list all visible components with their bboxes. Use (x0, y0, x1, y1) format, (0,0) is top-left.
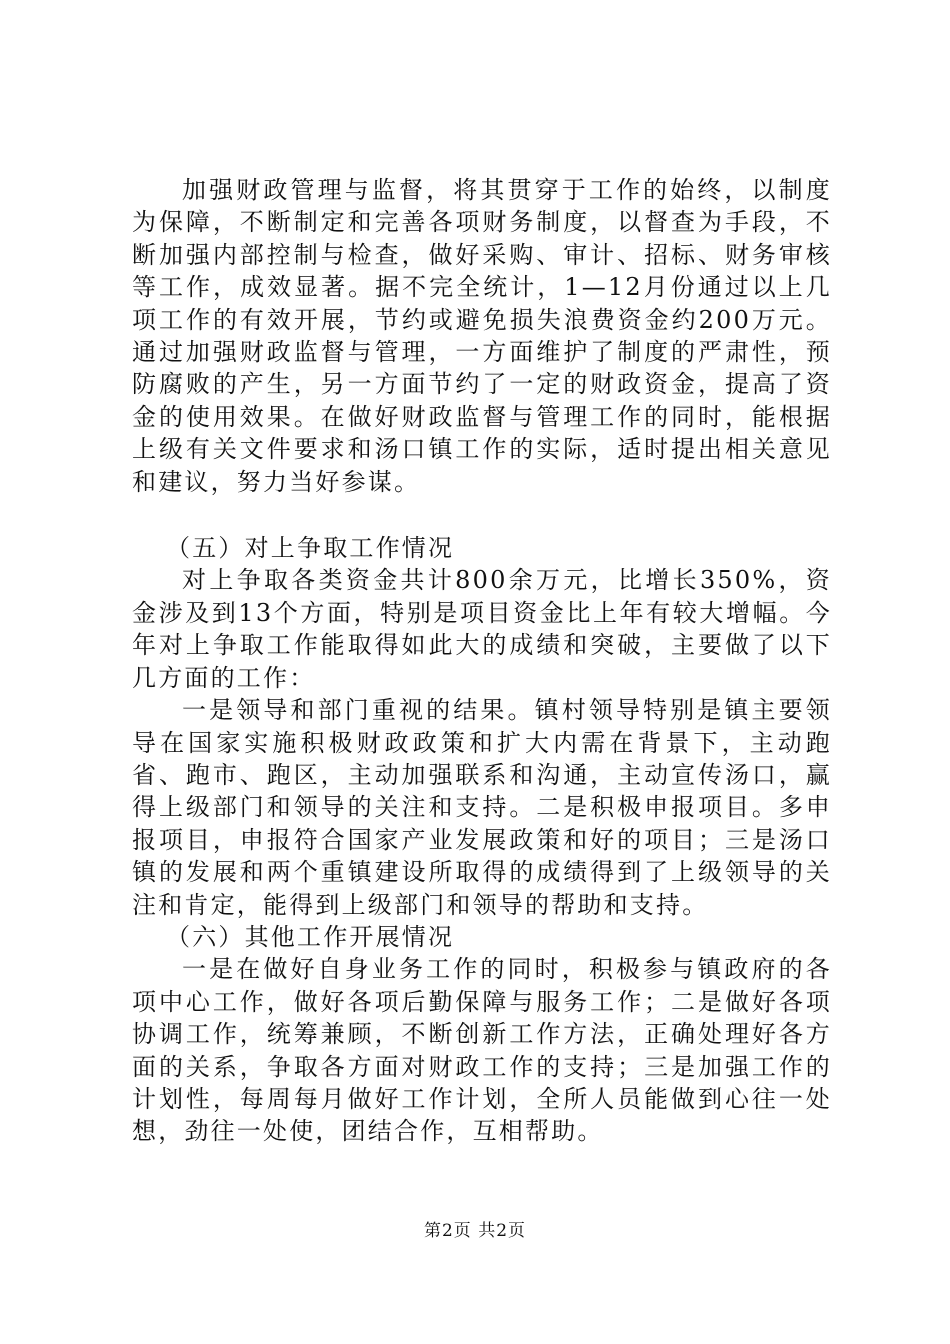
paragraph-funding-reasons: 一是领导和部门重视的结果。镇村领导特别是镇主要领导在国家实施积极财政政策和扩大内需在背景下，主动跑省、跑市、跑区，主动加强联系和沟通，主动宣传汤口，赢得上级部门和领导的关注和支持。二是积极申报项目。多申报项目，申报符合国家产业发展政策和好的项目；三是汤口镇的发展和两个重镇建设所取得的成绩得到了上级领导的关注和肯定，能得到上级部门和领导的帮助和支持。 (132, 696, 832, 919)
page-footer: 第2页 共2页 (423, 1221, 527, 1241)
paragraph-gap (132, 498, 832, 532)
section-heading-5: （五）对上争取工作情况 (166, 534, 455, 563)
paragraph-funding-summary: 对上争取各类资金共计800余万元，比增长350%，资金涉及到13个方面，特别是项目资金比上年有较大增幅。今年对上争取工作能取得如此大的成绩和突破，主要做了以下几方面的工作： (132, 566, 832, 692)
paragraph-financial-supervision: 加强财政管理与监督，将其贯穿于工作的始终，以制度为保障，不断制定和完善各项财务制度，以督查为手段，不断加强内部控制与检查，做好采购、审计、招标、财务审核等工作，成效显著。据不完全统计，1—12月份通过以上几项工作的有效开展，节约或避免损失浪费资金约200万元。通过加强财政监督与管理，一方面维护了制度的严肃性，预防腐败的产生，另一方面节约了一定的财政资金，提高了资金的使用效果。在做好财政监督与管理工作的同时，能根据上级有关文件要求和汤口镇工作的实际，适时提出相关意见和建议，努力当好参谋。 (132, 176, 832, 496)
section-heading-6: （六）其他工作开展情况 (166, 922, 455, 951)
document-body (132, 174, 832, 1148)
paragraph-other-work: 一是在做好自身业务工作的同时，积极参与镇政府的各项中心工作，做好各项后勤保障与服务工作；二是做好各项协调工作，统筹兼顾，不断创新工作方法，正确处理好各方面的关系，争取各方面对财政工作的支持；三是加强工作的计划性，每周每月做好工作计划，全所人员能做到心往一处想，劲往一处使，团结合作，互相帮助。 (132, 955, 832, 1146)
